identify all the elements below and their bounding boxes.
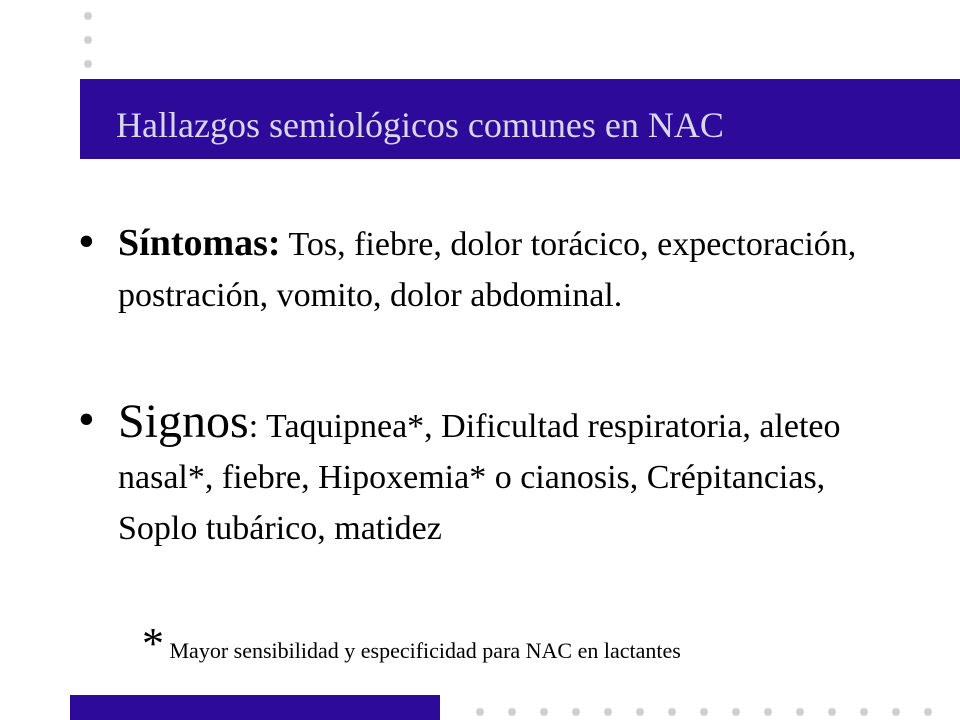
decor-dot [476,708,484,716]
bullet-marker: • [78,393,95,446]
decor-dot [764,708,772,716]
decor-dot [572,708,580,716]
bullet-body [118,396,908,554]
decor-dot [84,12,92,20]
bullet-text: : Taquipnea*, Dificultad respiratoria, aleteo nasal*, fiebre, Hipoxemia* o cianosis, Crépitancias, Soplo tubárico, matidez [118,408,841,547]
decor-dot [700,708,708,716]
decor-dot [540,708,548,716]
bullet-term: Signos [118,395,249,448]
bullet-term: Síntomas: [118,222,281,264]
bullet-marker: • [78,215,95,268]
footnote-text: Mayor sensibilidad y especificidad para NAC en lactantes [164,638,681,663]
bullet-text: Tos, fiebre, dolor torácico, expectoración, postración, vomito, dolor abdominal. [118,226,857,314]
footnote-marker: * [142,619,164,668]
bullet-body [118,218,908,321]
decor-dot [508,708,516,716]
footnote [142,618,681,669]
decor-dot [892,708,900,716]
decor-dot [84,60,92,68]
decor-dot [796,708,804,716]
decor-dot [668,708,676,716]
decor-dot [860,708,868,716]
decor-dot [84,36,92,44]
decor-dot [828,708,836,716]
decor-dot [604,708,612,716]
bottom-accent-bar [70,695,440,720]
decor-dot [636,708,644,716]
decor-dot [924,708,932,716]
slide-title: Hallazgos semiológicos comunes en NAC [116,105,724,145]
decor-dot [732,708,740,716]
